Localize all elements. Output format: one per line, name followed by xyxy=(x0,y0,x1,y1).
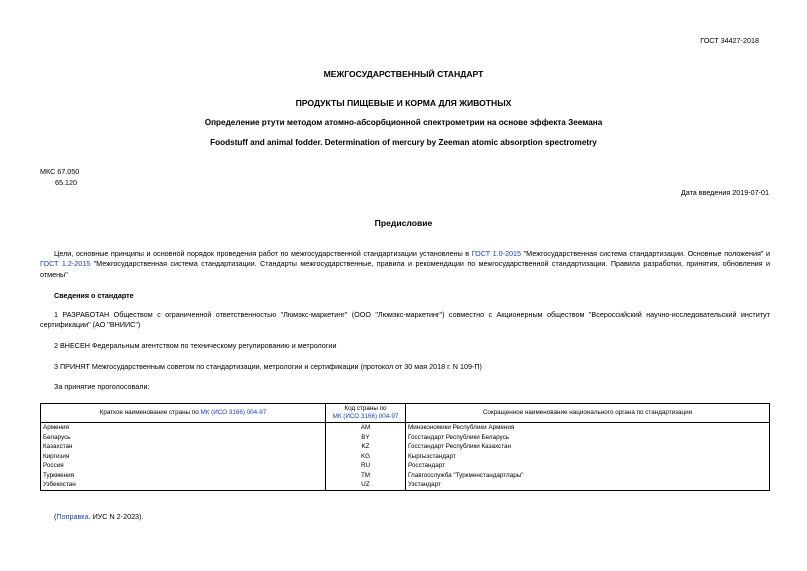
effective-date: Дата введения 2019-07-01 xyxy=(680,188,769,197)
method-title-ru: Определение ртути методом атомно-абсорбционной спектрометрии на основе эффекта Зеемана xyxy=(204,118,603,127)
country-cell: Казахстан xyxy=(41,442,326,452)
code-cell: UZ xyxy=(326,480,406,490)
body-cell: Кыргызстандарт xyxy=(406,452,770,462)
item-developed: 1 РАЗРАБОТАН Обществом с ограниченной ответственностью "Люмэкс-маркетинг" (ООО "Люмэкс-маркетинг") совместно с Акционерным обществом "Всероссийский научно-исследовательский институт сертификации" (АО "ВНИИС") xyxy=(40,310,770,330)
column-header-country: Краткое наименование страны по МК (ИСО 3166) 004-97 xyxy=(41,404,326,423)
table-row xyxy=(41,480,770,490)
code-cell: TM xyxy=(326,471,406,481)
item-introduced: 2 ВНЕСЕН Федеральным агентством по техническому регулированию и метрологии xyxy=(54,341,337,350)
product-title: ПРОДУКТЫ ПИЩЕВЫЕ И КОРМА ДЛЯ ЖИВОТНЫХ xyxy=(295,98,512,108)
table-row xyxy=(41,471,770,481)
country-cell: Узбекистан xyxy=(41,480,326,490)
mk-iso-link[interactable]: МК (ИСО 3166) 004-97 xyxy=(200,408,267,416)
country-cell: Туркмения xyxy=(41,471,326,481)
body-cell: Минэкономики Республики Армения xyxy=(406,423,770,433)
paragraph-text: Цели, основные принципы и основной порядок проведения работ по межгосударственной стандартизации установлены в xyxy=(54,249,472,258)
document-number: ГОСТ 34427-2018 xyxy=(700,36,759,45)
table-row xyxy=(41,461,770,471)
body-cell: Росстандарт xyxy=(406,461,770,471)
standard-info-heading: Сведения о стандарте xyxy=(54,291,134,300)
mk-iso-link[interactable]: МК (ИСО 3166) 004-97 xyxy=(332,413,399,420)
code-cell: BY xyxy=(326,433,406,443)
table-row xyxy=(41,442,770,452)
body-cell: Госстандарт Республики Казахстан xyxy=(406,442,770,452)
mks-code-1: МКС 67.050 xyxy=(40,167,80,176)
country-cell: Армения xyxy=(41,423,326,433)
amendment-link[interactable]: Поправка xyxy=(56,512,89,521)
voting-countries-table xyxy=(40,403,770,491)
table-row xyxy=(41,423,770,433)
table-row xyxy=(41,433,770,443)
amendment-paren: ( xyxy=(54,512,57,521)
body-cell: Главгосслужба "Туркменстандартлары" xyxy=(406,471,770,481)
item-adopted: 3 ПРИНЯТ Межгосударственным советом по стандартизации, метрологии и сертификации (протокол от 30 мая 2018 г. N 109-П) xyxy=(54,362,482,371)
standard-type-title: МЕЖГОСУДАРСТВЕННЫЙ СТАНДАРТ xyxy=(323,69,484,79)
code-cell: RU xyxy=(326,461,406,471)
body-cell: Узстандарт xyxy=(406,480,770,490)
country-cell: Россия xyxy=(41,461,326,471)
country-cell: Беларусь xyxy=(41,433,326,443)
column-header-code: Код страны по МК (ИСО 3166) 004-97 xyxy=(326,404,406,423)
preface-paragraph xyxy=(40,249,770,280)
voted-label: За принятие проголосовали: xyxy=(54,382,150,391)
gost-1-2-link[interactable]: ГОСТ 1.2-2015 xyxy=(40,259,91,269)
preface-heading: Предисловие xyxy=(374,218,433,228)
code-cell: AM xyxy=(326,423,406,433)
code-cell: KG xyxy=(326,452,406,462)
gost-1-0-link[interactable]: ГОСТ 1.0-2015 xyxy=(471,249,522,258)
body-cell: Госстандарт Республики Беларусь xyxy=(406,433,770,443)
amendment-note xyxy=(54,512,143,521)
country-cell: Киргизия xyxy=(41,452,326,462)
paragraph-text: "Межгосударственная система стандартизации. Стандарты межгосударственные, правила и рекомендации по межгосударственной стандартизации. Правила разработки, принятия, обновления и отмены" xyxy=(40,259,770,279)
mks-code-2: 65.120 xyxy=(55,178,77,187)
amendment-text: . ИУС N 2-2023). xyxy=(88,512,144,521)
method-title-en: Foodstuff and animal fodder. Determination of mercury by Zeeman atomic absorption spectrometry xyxy=(210,138,597,147)
table-row xyxy=(41,452,770,462)
code-cell: KZ xyxy=(326,442,406,452)
column-header-body: Сокращенное наименование национального органа по стандартизации xyxy=(406,404,770,423)
paragraph-text: "Межгосударственная система стандартизации. Основные положения" и xyxy=(521,249,770,258)
